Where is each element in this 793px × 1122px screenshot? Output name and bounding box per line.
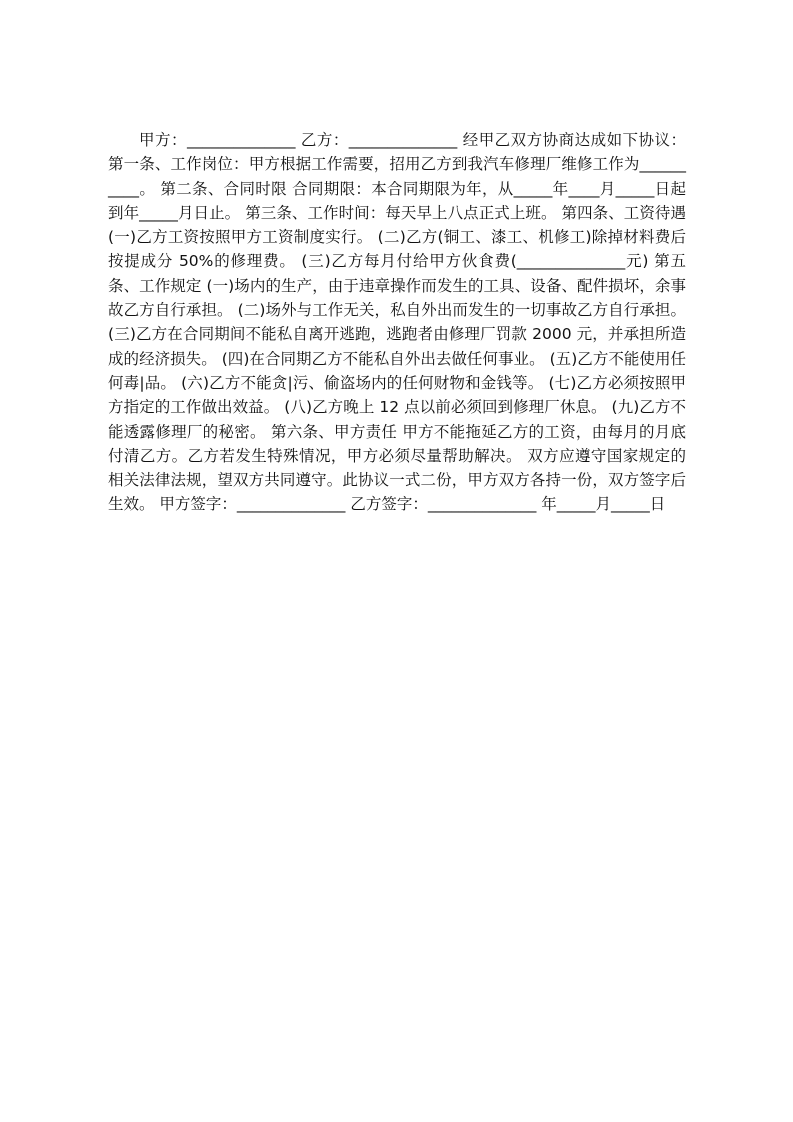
agreement-text: 甲方：______________ 乙方：______________ 经甲乙双方协商达成如下协议：第一条、工作岗位：甲方根据工作需要，招用乙方到我汽车修理厂维修工作为__________。 第二条、合同时限 合同期限：本合同期限为年，从_____年____月_____日起到年_____月日止。 第三条、工作时间：每天早上八点正式上班。 第四条、工资待遇 (一)乙方工资按照甲方工资制度实行。 (二)乙方(铜工、漆工、机修工)除掉材料费后按提成分 50%的修理费。 (三)乙方每月付给甲方伙食费(______________元) 第五条、工作规定 (一)场内的生产，由于违章操作而发生的工具、设备、配件损坏，余事故乙方自行承担。 (二)场外与工作无关，私自外出而发生的一切事故乙方自行承担。 (三)乙方在合同期间不能私自离开逃跑，逃跑者由修理厂罚款 2000 元，并承担所造成的经济损失。 (四)在合同期乙方不能私自外出去做任何事业。 (五)乙方不能使用任何毒|品。 (六)乙方不能贪|污、偷盗场内的任何财物和金钱等。 (七)乙方必须按照甲方指定的工作做出效益。 (八)乙方晚上 12 点以前必须回到修理厂休息。 (九)乙方不能透露修理厂的秘密。 第六条、甲方责任 甲方不能拖延乙方的工资，由每月的月底付清乙方。乙方若发生特殊情况，甲方必须尽量帮助解决。 双方应遵守国家规定的相关法律法规，望双方共同遵守。此协议一式二份，甲方双方各持一份，双方签字后生效。 甲方签字：______________ 乙方签字：______________ 年_____月_____日: [108, 131, 686, 514]
